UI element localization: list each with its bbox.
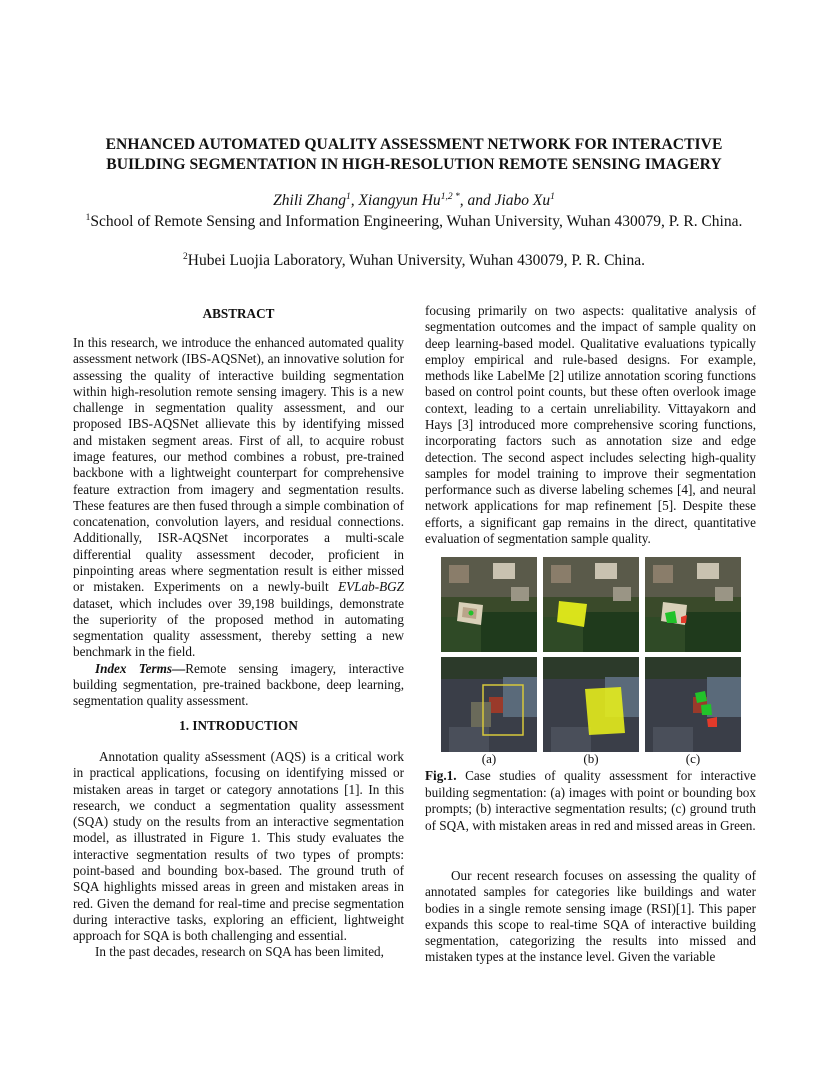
- index-terms-dash: —: [172, 660, 186, 676]
- abstract-heading: ABSTRACT: [202, 306, 275, 321]
- figure-label-a: (a): [481, 751, 497, 766]
- author-1-affil: 1: [345, 191, 351, 202]
- intro-paragraph-2-start: In the past decades, research on SQA has been limited,: [95, 944, 384, 960]
- author-1: Zhili Zhang: [273, 192, 346, 209]
- figure-1: [441, 557, 741, 753]
- author-3-affil: 1: [550, 191, 555, 202]
- figure-label-b: (b): [583, 751, 599, 766]
- abstract-text-1: In this research, we introduce the enhanced automated quality assessment network (IBS-AQSNet), an innovative solution for assessing the quality of interactive building segmentation within high-resolution remote sensing imagery. This is a new challenge in segmentation quality assessment, and our proposed IBS-AQSNet allievate this by identifying missed and mistaken segment areas. First of all, to acquire robust image features, our method combines a robust, pre-trained backbone with a lightweight counterpart for comprehensive feature extraction from imagery and segmentation results. These features are then fused through a simple combination of concatenation, convolution layers, and residual connections. Additionally, ISR-AQSNet incorporates a multi-scale differential quality assessment decoder, proficient in pinpointing areas where segmentation result is either missed or mistaken. Experiments on a newly-built: [73, 335, 404, 595]
- figure-1-caption: [425, 768, 756, 834]
- figure-caption-label: Fig.1.: [425, 768, 457, 783]
- figure-panel-a-bottom: [441, 657, 537, 752]
- right-column-lower-text: [425, 868, 756, 966]
- author-list: Zhili Zhang$^1$, Xiangyun $Hu^{1,2 *}$, and Jiabo Xu$^1$: [273, 191, 555, 209]
- figure-panel-b-top: [543, 557, 639, 652]
- figure-panel-c-bottom: [645, 657, 741, 752]
- abstract-body: [73, 335, 404, 661]
- author-2-affil: 1,2 *: [440, 191, 460, 202]
- affiliation-2: [60, 251, 768, 272]
- affiliation-1: [60, 212, 768, 233]
- author-3: and Jiabo Xu: [467, 192, 551, 209]
- introduction-heading: 1. INTRODUCTION: [179, 718, 298, 733]
- figure-caption-text: Case studies of quality assessment for interactive building segmentation: (a) images with point or bounding box prompts; (b) interactive segmentation results; (c) ground truth of SQA, with mistaken areas in red and missed areas in Green.: [425, 768, 756, 833]
- affiliation-2-marker: 2: [183, 251, 188, 262]
- intro-paragraph-1: Annotation quality aSsessment (AQS) is a critical work in practical applications, focusing on identifying missed or mistaken areas in target or category annotations [1]. In this research, we conduct a segmentation quality assessment (SQA) study on the results from an interactive segmentation model, as illustrated in Figure 1. This study evaluates the interactive segmentation results of two types of prompts: point-based and bounding box-based. The ground truth of SQA highlights missed areas in green and mistaken areas in red. Given the demand for real-time and precise segmentation during interactive tasks, exploring an efficient, lightweight approach for SQA is both challenging and essential.: [73, 749, 404, 944]
- figure-panel-a-top: [441, 557, 537, 652]
- index-terms: [73, 661, 404, 710]
- abstract-section: [73, 335, 404, 709]
- figure-panel-c-top: [645, 557, 741, 652]
- abstract-text-2: dataset, which includes over 39,198 buildings, demonstrate the superiority of the proposed method in automating segmentation quality assessment, thereby setting a new benchmark in the field.: [73, 595, 404, 660]
- dataset-name: EVLab-BGZ: [338, 579, 404, 595]
- figure-label-c: (c): [685, 751, 701, 766]
- index-terms-text: Remote sensing imagery, interactive building segmentation, pre-trained backbone, deep learning, segmentation quality assessment.: [73, 660, 404, 709]
- index-terms-label: Index Terms: [95, 660, 173, 676]
- title-line-1: ENHANCED AUTOMATED QUALITY ASSESSMENT NETWORK FOR INTERACTIVE: [105, 136, 723, 153]
- affiliation-1-text: School of Remote Sensing and Information Engineering, Wuhan University, Wuhan 430079, P. R. China.: [90, 213, 743, 230]
- author-2: Xiangyun Hu: [358, 192, 441, 209]
- paper-title: [60, 135, 768, 175]
- title-line-2: BUILDING SEGMENTATION IN HIGH-RESOLUTION REMOTE SENSING IMAGERY: [106, 156, 722, 173]
- introduction-section: [73, 749, 404, 961]
- affiliation-2-text: Hubei Luojia Laboratory, Wuhan University, Wuhan 430079, P. R. China.: [187, 252, 645, 269]
- figure-panel-b-bottom: [543, 657, 639, 752]
- our-research-paragraph: Our recent research focuses on assessing the quality of annotated samples for categories like buildings and water bodies in a single remote sensing image (RSI)[1]. This paper expands this scope to real-time SQA of interactive building segmentation, categorizing the results into missed and mistaken types at the instance level. Given the variable: [425, 868, 756, 965]
- right-column-text: [425, 303, 756, 547]
- related-work-paragraph: focusing primarily on two aspects: qualitative analysis of segmentation outcomes and the impact of sample quality on deep learning-based model. Qualitative evaluations typically employ empirical and rule-based designs. For example, methods like LabelMe [2] utilize annotation scoring functions based on control point counts, but these often overlook image context, leading to a certain unreliability. Vittayakorn and Hays [3] introduced more comprehensive scoring functions, incorporating factors such as annotation size and edge detection. The second aspect includes selecting high-quality samples for model training to improve their segmentation performance such as diverse labeling schemes [4], and neural network applications for map refinement [5]. Despite these efforts, a significant gap remains in the direct, quantitative evaluation of segmentation sample quality.: [425, 303, 756, 546]
- affiliation-1-marker: 1: [85, 212, 91, 223]
